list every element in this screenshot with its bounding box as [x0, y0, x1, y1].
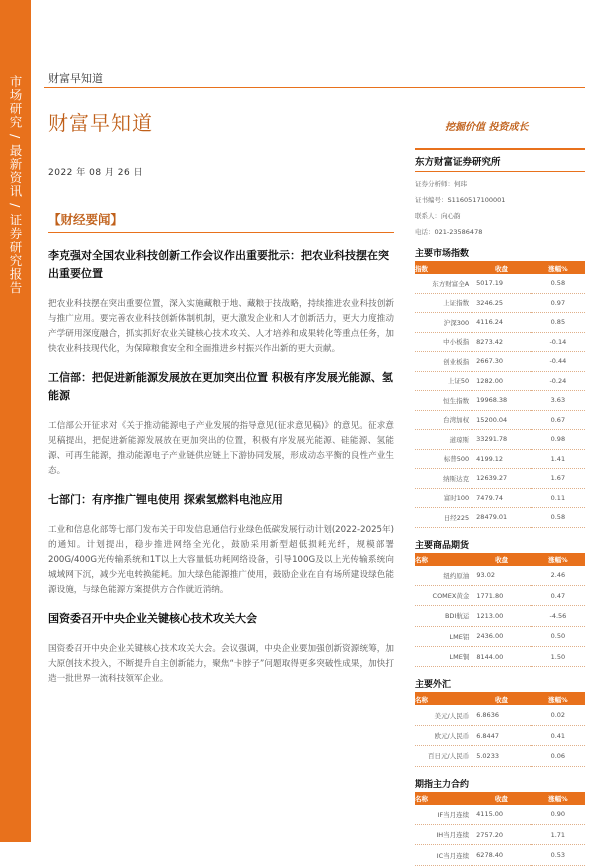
data-table	[415, 554, 585, 668]
table-cell: 东方财富全A	[415, 274, 472, 293]
table-cell: 2.46	[531, 566, 585, 586]
table-row	[415, 508, 585, 528]
org-line-label: 证券分析师：	[415, 180, 454, 188]
table-cell: 恒生指数	[415, 391, 472, 411]
table-cell: 台湾加权	[415, 410, 472, 430]
article-body: 工业和信息化部等七部门发布关于印发信息通信行业绿色低碳发展行动计划(2022-2025年)的通知。计划提出，稳步推进网络全光化，鼓励采用新型超低损耗光纤，规模部署200G/400G光传输系统和1T以上大容量低功耗网络设备，引导100G及以上光传输系统向城域网下沉，减少光电转换能耗。加大绿色能源推广使用，鼓励企业在自有场所建设绿色能源设施，与绿色能源方案提供方合作就近消纳。	[48, 525, 394, 595]
table-cell: IF当月连续	[415, 805, 472, 825]
org-line-value: 向心韵	[441, 212, 461, 220]
table-cell: COMEX黄金	[415, 585, 472, 605]
table-cell: 4116.24	[472, 313, 531, 333]
table-cell: 2757.20	[472, 825, 531, 845]
right-column	[415, 148, 585, 866]
table-cell: 2667.30	[472, 352, 531, 372]
table-cell: 日经225	[415, 508, 472, 528]
data-table	[415, 693, 585, 766]
table-cell: 0.53	[531, 845, 585, 865]
org-line-value: 021-23586478	[434, 228, 483, 236]
table-cell: 93.02	[472, 566, 530, 586]
table-cell: -0.14	[531, 332, 585, 352]
main-content	[48, 200, 394, 687]
table-cell: 0.97	[531, 293, 585, 313]
table-cell: 1213.00	[472, 606, 530, 626]
table-cell: 3.63	[531, 391, 585, 411]
page-title: 财富早知道	[48, 111, 153, 135]
table-cell: 1.67	[531, 469, 585, 489]
table-cell: 8144.00	[472, 647, 530, 667]
table-cell: 0.02	[531, 705, 585, 725]
table-row	[415, 647, 585, 667]
table-header-row	[415, 693, 585, 705]
table-cell: LME铜	[415, 647, 472, 667]
table-cell: 19968.38	[472, 391, 531, 411]
table-title: 主要外汇	[415, 677, 585, 693]
table-row	[415, 488, 585, 508]
data-table	[415, 262, 585, 528]
table-cell: 0.47	[531, 585, 585, 605]
table-cell: 纳斯达克	[415, 469, 472, 489]
table-cell: IC当月连续	[415, 845, 472, 865]
table-cell: 0.06	[531, 746, 585, 766]
market-tables	[415, 246, 585, 866]
table-cell: 4199.12	[472, 449, 531, 469]
table-cell: 标普500	[415, 449, 472, 469]
table-row	[415, 566, 585, 586]
table-row	[415, 410, 585, 430]
table-header-row	[415, 262, 585, 274]
header-label: 财富早知道	[48, 72, 103, 85]
table-cell: 沪深300	[415, 313, 472, 333]
table-header-cell: 收盘	[472, 262, 531, 274]
table-cell: 道琼斯	[415, 430, 472, 450]
table-cell: 0.41	[531, 725, 585, 745]
table-title: 期指主力合约	[415, 777, 585, 793]
org-line	[415, 228, 585, 236]
sidebar-text: 市场研究 / 最新资讯 / 证券研究报告	[8, 75, 23, 295]
table-row	[415, 606, 585, 626]
table-cell: 1771.80	[472, 585, 530, 605]
table-cell: 7479.74	[472, 488, 531, 508]
org-line-label: 联系人：	[415, 212, 441, 220]
org-line	[415, 196, 585, 204]
table-cell: 6278.40	[472, 845, 531, 865]
article-body: 把农业科技摆在突出重要位置，深入实施藏粮于地、藏粮于技战略，持续推进农业科技创新与推广应用。要完善农业科技创新体制机制，更大激发企业和人才创新活力，更大力度推动产学研用深度融合，抓实抓好农业关键核心技术攻关、人才培养和成果转化等重点任务，加快农业科技现代化，为保障粮食安全和全面推进乡村振兴作出新的更大贡献。	[48, 299, 394, 354]
table-title: 主要市场指数	[415, 246, 585, 262]
table-header-cell: 涨幅%	[531, 554, 585, 566]
table-header-row	[415, 793, 585, 805]
table-cell: 中小板指	[415, 332, 472, 352]
table-row	[415, 449, 585, 469]
table-cell: 0.58	[531, 274, 585, 293]
data-table	[415, 793, 585, 866]
table-header-cell: 收盘	[472, 793, 531, 805]
table-cell: 百日元/人民币	[415, 746, 472, 766]
article-body: 国资委召开中央企业关键核心技术攻关大会。会议强调，中央企业要加强创新资源统筹，加大原创技术投入，不断提升自主创新能力，聚焦“卡脖子”问题取得更多突破性成果，加快打造一批世界一流科技领军企业。	[48, 644, 394, 684]
table-row	[415, 585, 585, 605]
table-header-cell: 收盘	[472, 554, 530, 566]
table-row	[415, 626, 585, 646]
table-row	[415, 469, 585, 489]
table-title: 主要商品期货	[415, 538, 585, 554]
table-cell: 2436.00	[472, 626, 530, 646]
table-row	[415, 845, 585, 865]
org-line-label: 电话：	[415, 228, 435, 236]
table-cell: 富时100	[415, 488, 472, 508]
table-cell: 5.0233	[472, 746, 530, 766]
table-header-cell: 收盘	[472, 693, 530, 705]
org-line	[415, 180, 585, 188]
table-cell: 12639.27	[472, 469, 531, 489]
table-cell: 1.50	[531, 647, 585, 667]
table-row	[415, 746, 585, 766]
table-cell: 1.71	[531, 825, 585, 845]
table-cell: -0.44	[531, 352, 585, 372]
article-body: 工信部公开征求对《关于推动能源电子产业发展的指导意见(征求意见稿)》的意见。征求意见稿提出，把促进新能源发展放在更加突出的位置，积极有序发展光能源、硅能源、氢能源、可再生能源，推动能源电子产业链供应链上下游协同发展，形成动态平衡的良性产业生态。	[48, 421, 394, 476]
table-row	[415, 293, 585, 313]
table-cell: 0.98	[531, 430, 585, 450]
article-headline: 国资委召开中央企业关键核心技术攻关大会	[48, 612, 257, 625]
table-row	[415, 313, 585, 333]
table-cell: 6.8447	[472, 725, 530, 745]
table-cell: -0.24	[531, 371, 585, 391]
table-row	[415, 391, 585, 411]
table-cell: 欧元/人民币	[415, 725, 472, 745]
table-header-cell: 涨幅%	[531, 262, 585, 274]
table-cell: 0.50	[531, 626, 585, 646]
table-row	[415, 371, 585, 391]
table-cell: 美元/人民币	[415, 705, 472, 725]
table-header-cell: 名称	[415, 693, 472, 705]
table-header-cell: 指数	[415, 262, 472, 274]
table-cell: 1.41	[531, 449, 585, 469]
report-date: 2022 年 08 月 26 日	[48, 168, 144, 178]
table-row	[415, 725, 585, 745]
table-header-cell: 涨幅%	[531, 793, 585, 805]
table-row	[415, 705, 585, 725]
table-cell: 0.85	[531, 313, 585, 333]
table-cell: 创业板指	[415, 352, 472, 372]
table-row	[415, 332, 585, 352]
article-headline: 七部门：有序推广锂电使用 探索氢燃料电池应用	[48, 493, 283, 506]
slogan: 挖掘价值 投资成长	[445, 122, 529, 133]
table-row	[415, 274, 585, 293]
table-cell: IH当月连续	[415, 825, 472, 845]
article-headline: 李克强对全国农业科技创新工作会议作出重要批示：把农业科技摆在突出重要位置	[48, 249, 389, 280]
table-header-cell: 名称	[415, 554, 472, 566]
org-line	[415, 212, 585, 220]
table-cell: 5017.19	[472, 274, 531, 293]
table-row	[415, 430, 585, 450]
table-cell: BDI航运	[415, 606, 472, 626]
table-cell: 0.11	[531, 488, 585, 508]
table-cell: 0.67	[531, 410, 585, 430]
table-cell: 15200.04	[472, 410, 531, 430]
table-cell: 28479.01	[472, 508, 531, 528]
header-divider	[44, 87, 585, 88]
table-row	[415, 805, 585, 825]
table-header-row	[415, 554, 585, 566]
table-header-cell: 涨幅%	[531, 693, 585, 705]
section-tag: 【财经要闻】	[48, 210, 394, 233]
table-cell: 上证指数	[415, 293, 472, 313]
table-cell: 4115.00	[472, 805, 531, 825]
table-cell: 33291.78	[472, 430, 531, 450]
article-headline: 工信部：把促进新能源发展放在更加突出位置 积极有序发展光能源、氢能源	[48, 371, 393, 402]
table-cell: 8273.42	[472, 332, 531, 352]
org-line-value: 何玮	[454, 180, 467, 188]
table-cell: 3246.25	[472, 293, 531, 313]
table-cell: 纽约原油	[415, 566, 472, 586]
org-title: 东方财富证券研究所	[415, 148, 585, 172]
table-cell: -4.56	[531, 606, 585, 626]
table-cell: LME铝	[415, 626, 472, 646]
table-cell: 0.90	[531, 805, 585, 825]
table-cell: 1282.00	[472, 371, 531, 391]
table-cell: 上证50	[415, 371, 472, 391]
table-cell: 0.58	[531, 508, 585, 528]
table-cell: 6.8636	[472, 705, 530, 725]
org-line-value: S1160517100001	[447, 196, 506, 204]
table-header-cell: 名称	[415, 793, 472, 805]
org-line-label: 证书编号：	[415, 196, 448, 204]
sidebar	[0, 0, 31, 842]
table-row	[415, 352, 585, 372]
